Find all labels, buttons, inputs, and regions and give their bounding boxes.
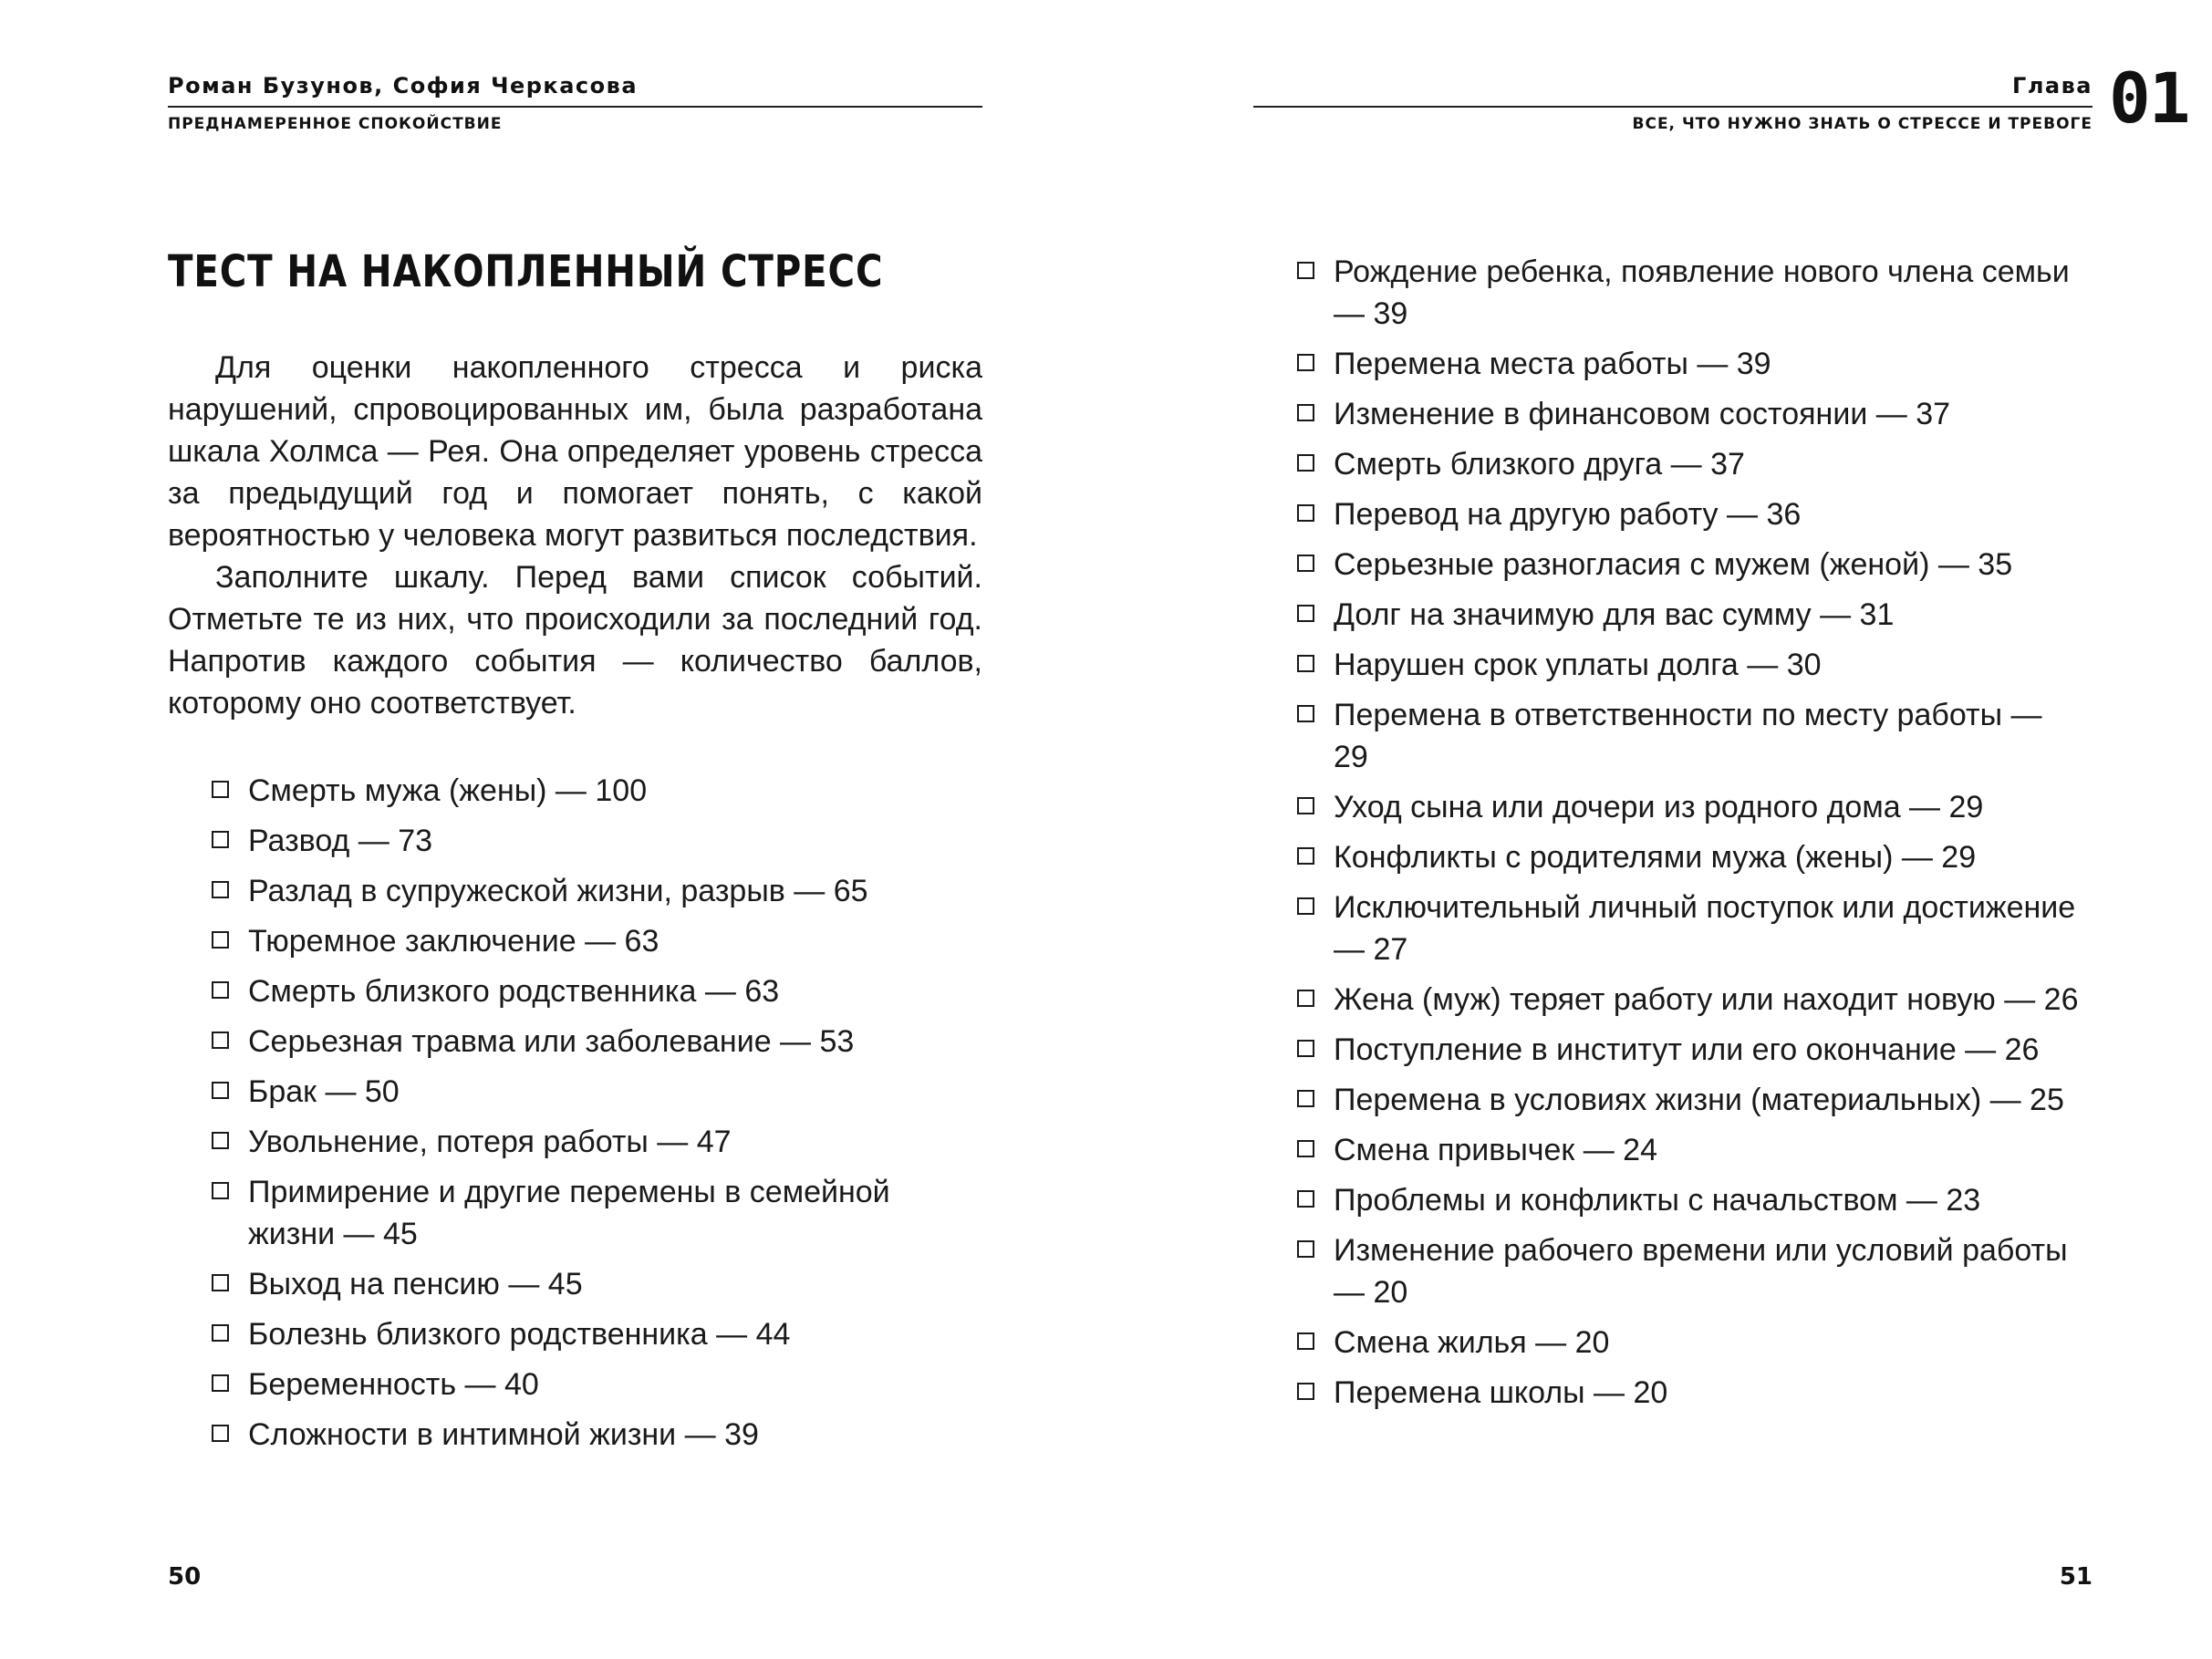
checkbox[interactable]	[212, 1274, 229, 1291]
checklist-item[interactable]	[1295, 1129, 2080, 1171]
checkbox[interactable]	[212, 981, 229, 999]
checklist-item-label: Смена привычек — 24	[1334, 1133, 1657, 1167]
checklist-item[interactable]	[210, 1121, 985, 1163]
checkbox[interactable]	[1297, 1190, 1314, 1208]
checklist-item[interactable]	[1295, 1229, 2080, 1313]
checklist-item[interactable]	[1295, 1029, 2080, 1071]
checkbox[interactable]	[1297, 847, 1314, 865]
checklist-item-label: Уход сына или дочери из родного дома — 29	[1334, 790, 1984, 824]
checklist-item-label: Рождение ребенка, появление нового члена семьи — 39	[1334, 254, 2070, 331]
checklist-item-label: Перемена места работы — 39	[1334, 347, 1771, 381]
checkbox[interactable]	[1297, 705, 1314, 722]
section-title: ТЕСТ НА НАКОПЛЕННЫЙ СТРЕСС	[168, 246, 884, 297]
checkbox[interactable]	[1297, 404, 1314, 421]
checklist-item-label: Долг на значимую для вас сумму — 31	[1334, 597, 1895, 632]
checklist-item[interactable]	[210, 1313, 985, 1355]
checklist-item-label: Жена (муж) теряет работу или находит новую — 26	[1334, 982, 2079, 1017]
checkbox[interactable]	[1297, 655, 1314, 672]
running-header-authors: Роман Бузунов, София Черкасова	[168, 73, 639, 99]
checkbox[interactable]	[212, 881, 229, 898]
checklist-item-label: Проблемы и конфликты с начальством — 23	[1334, 1183, 1981, 1218]
paragraph: Для оценки накопленного стресса и риска нарушений, спровоцированных им, была разработана шкала Холмса — Рея. Она определяет уровень стресса за предыдущий год и помогает понять, с какой вероятностью у человека могут развиться последствия.	[168, 350, 982, 553]
checkbox[interactable]	[1297, 354, 1314, 371]
header-rule	[168, 106, 982, 108]
checkbox[interactable]	[212, 1132, 229, 1149]
checklist-item-label: Болезнь близкого родственника — 44	[248, 1317, 791, 1352]
checklist-item-label: Поступление в институт или его окончание — 26	[1334, 1032, 2040, 1067]
checklist-item[interactable]	[210, 920, 985, 962]
checklist-item-label: Изменение рабочего времени или условий работы — 20	[1334, 1233, 2068, 1310]
checklist-item[interactable]	[210, 1263, 985, 1305]
checklist-item[interactable]	[1295, 343, 2080, 385]
right-page	[1106, 0, 2212, 1659]
page-number: 50	[168, 1563, 202, 1591]
checkbox[interactable]	[1297, 1040, 1314, 1057]
checklist-item[interactable]	[210, 1363, 985, 1405]
checkbox[interactable]	[1297, 990, 1314, 1007]
checkbox[interactable]	[212, 1374, 229, 1392]
checklist-item[interactable]	[210, 1171, 985, 1255]
checklist-item-label: Изменение в финансовом состоянии — 37	[1334, 397, 1951, 431]
checklist-item[interactable]	[1295, 1079, 2080, 1121]
checklist-item-label: Смерть близкого друга — 37	[1334, 447, 1745, 482]
checklist-item-label: Смерть мужа (жены) — 100	[248, 773, 648, 808]
checklist-item-label: Серьезные разногласия с мужем (женой) — 35	[1334, 547, 2013, 582]
chapter-number: 01	[2109, 57, 2189, 139]
checklist-item[interactable]	[1295, 786, 2080, 828]
checklist-item[interactable]	[210, 870, 985, 912]
checkbox[interactable]	[1297, 555, 1314, 572]
checklist-item[interactable]	[210, 1071, 985, 1113]
checklist-item[interactable]	[1295, 1322, 2080, 1363]
checkbox[interactable]	[212, 1082, 229, 1099]
checklist-item[interactable]	[1295, 836, 2080, 878]
checklist-item-label: Перемена в условиях жизни (материальных) — 25	[1334, 1083, 2064, 1117]
checklist-item-label: Брак — 50	[248, 1074, 400, 1109]
header-rule	[1253, 106, 2093, 108]
checkbox[interactable]	[212, 781, 229, 798]
checklist-item-label: Выход на пенсию — 45	[248, 1267, 583, 1301]
checklist-item-label: Перемена в ответственности по месту работы — 29	[1334, 698, 2042, 774]
checklist-item-label: Тюремное заключение — 63	[248, 924, 659, 959]
checklist-item-label: Перевод на другую работу — 36	[1334, 497, 1802, 532]
checkbox[interactable]	[1297, 897, 1314, 915]
checklist-item[interactable]	[1295, 493, 2080, 535]
running-header-chapter-title: ВСЕ, ЧТО НУЖНО ЗНАТЬ О СТРЕССЕ И ТРЕВОГЕ	[1632, 115, 2093, 133]
checklist-item-label: Перемена школы — 20	[1334, 1375, 1668, 1410]
checklist-item-label: Развод — 73	[248, 824, 433, 858]
checkbox[interactable]	[1297, 504, 1314, 522]
checkbox[interactable]	[212, 931, 229, 949]
checkbox[interactable]	[212, 1425, 229, 1442]
checklist-item-label: Конфликты с родителями мужа (жены) — 29	[1334, 840, 1977, 875]
checklist-item[interactable]	[1295, 393, 2080, 435]
checkbox[interactable]	[212, 1182, 229, 1199]
checkbox[interactable]	[1297, 1383, 1314, 1400]
checkbox[interactable]	[1297, 1090, 1314, 1107]
stress-events-checklist-left	[210, 770, 985, 1464]
checklist-item-label: Нарушен срок уплаты долга — 30	[1334, 648, 1822, 682]
checklist-item-label: Увольнение, потеря работы — 47	[248, 1125, 732, 1159]
paragraph: Заполните шкалу. Перед вами список событий. Отметьте те из них, что происходили за последний год. Напротив каждого события — количество баллов, которому оно соответствует.	[168, 560, 982, 721]
checkbox[interactable]	[212, 831, 229, 848]
checklist-item-label: Примирение и другие перемены в семейной жизни — 45	[248, 1175, 890, 1251]
checklist-item-label: Беременность — 40	[248, 1367, 539, 1402]
checklist-item[interactable]	[1295, 594, 2080, 636]
checklist-item-label: Серьезная травма или заболевание — 53	[248, 1024, 855, 1059]
checklist-item-label: Исключительный личный поступок или достижение — 27	[1334, 890, 2076, 967]
checklist-item[interactable]	[1295, 694, 2080, 778]
checklist-item-label: Смена жилья — 20	[1334, 1325, 1610, 1360]
checklist-item[interactable]	[1295, 979, 2080, 1021]
checklist-item[interactable]	[1295, 644, 2080, 686]
checkbox[interactable]	[212, 1032, 229, 1049]
checklist-item[interactable]	[1295, 251, 2080, 335]
checklist-item[interactable]	[210, 1414, 985, 1456]
checklist-item-label: Сложности в интимной жизни — 39	[248, 1417, 759, 1452]
intro-text	[168, 347, 982, 724]
running-header-book-title: ПРЕДНАМЕРЕННОЕ СПОКОЙСТВИЕ	[168, 115, 503, 133]
checklist-item[interactable]	[210, 970, 985, 1012]
checkbox[interactable]	[1297, 1140, 1314, 1157]
checklist-item[interactable]	[1295, 544, 2080, 586]
checkbox[interactable]	[1297, 454, 1314, 472]
checklist-item[interactable]	[210, 1021, 985, 1063]
stress-events-checklist-right	[1295, 251, 2080, 1422]
checklist-item[interactable]	[1295, 887, 2080, 970]
checklist-item[interactable]	[1295, 443, 2080, 485]
checkbox[interactable]	[1297, 1240, 1314, 1258]
checklist-item[interactable]	[1295, 1179, 2080, 1221]
checklist-item[interactable]	[1295, 1372, 2080, 1414]
checkbox[interactable]	[212, 1324, 229, 1342]
checkbox[interactable]	[1297, 262, 1314, 279]
running-header-chapter-label: Глава	[2012, 73, 2093, 99]
checklist-item[interactable]	[210, 820, 985, 862]
checklist-item-label: Разлад в супружеской жизни, разрыв — 65	[248, 874, 868, 908]
page-number: 51	[2059, 1563, 2093, 1591]
checkbox[interactable]	[1297, 797, 1314, 814]
checklist-item[interactable]	[210, 770, 985, 812]
checkbox[interactable]	[1297, 605, 1314, 622]
checklist-item-label: Смерть близкого родственника — 63	[248, 974, 780, 1009]
checkbox[interactable]	[1297, 1332, 1314, 1350]
